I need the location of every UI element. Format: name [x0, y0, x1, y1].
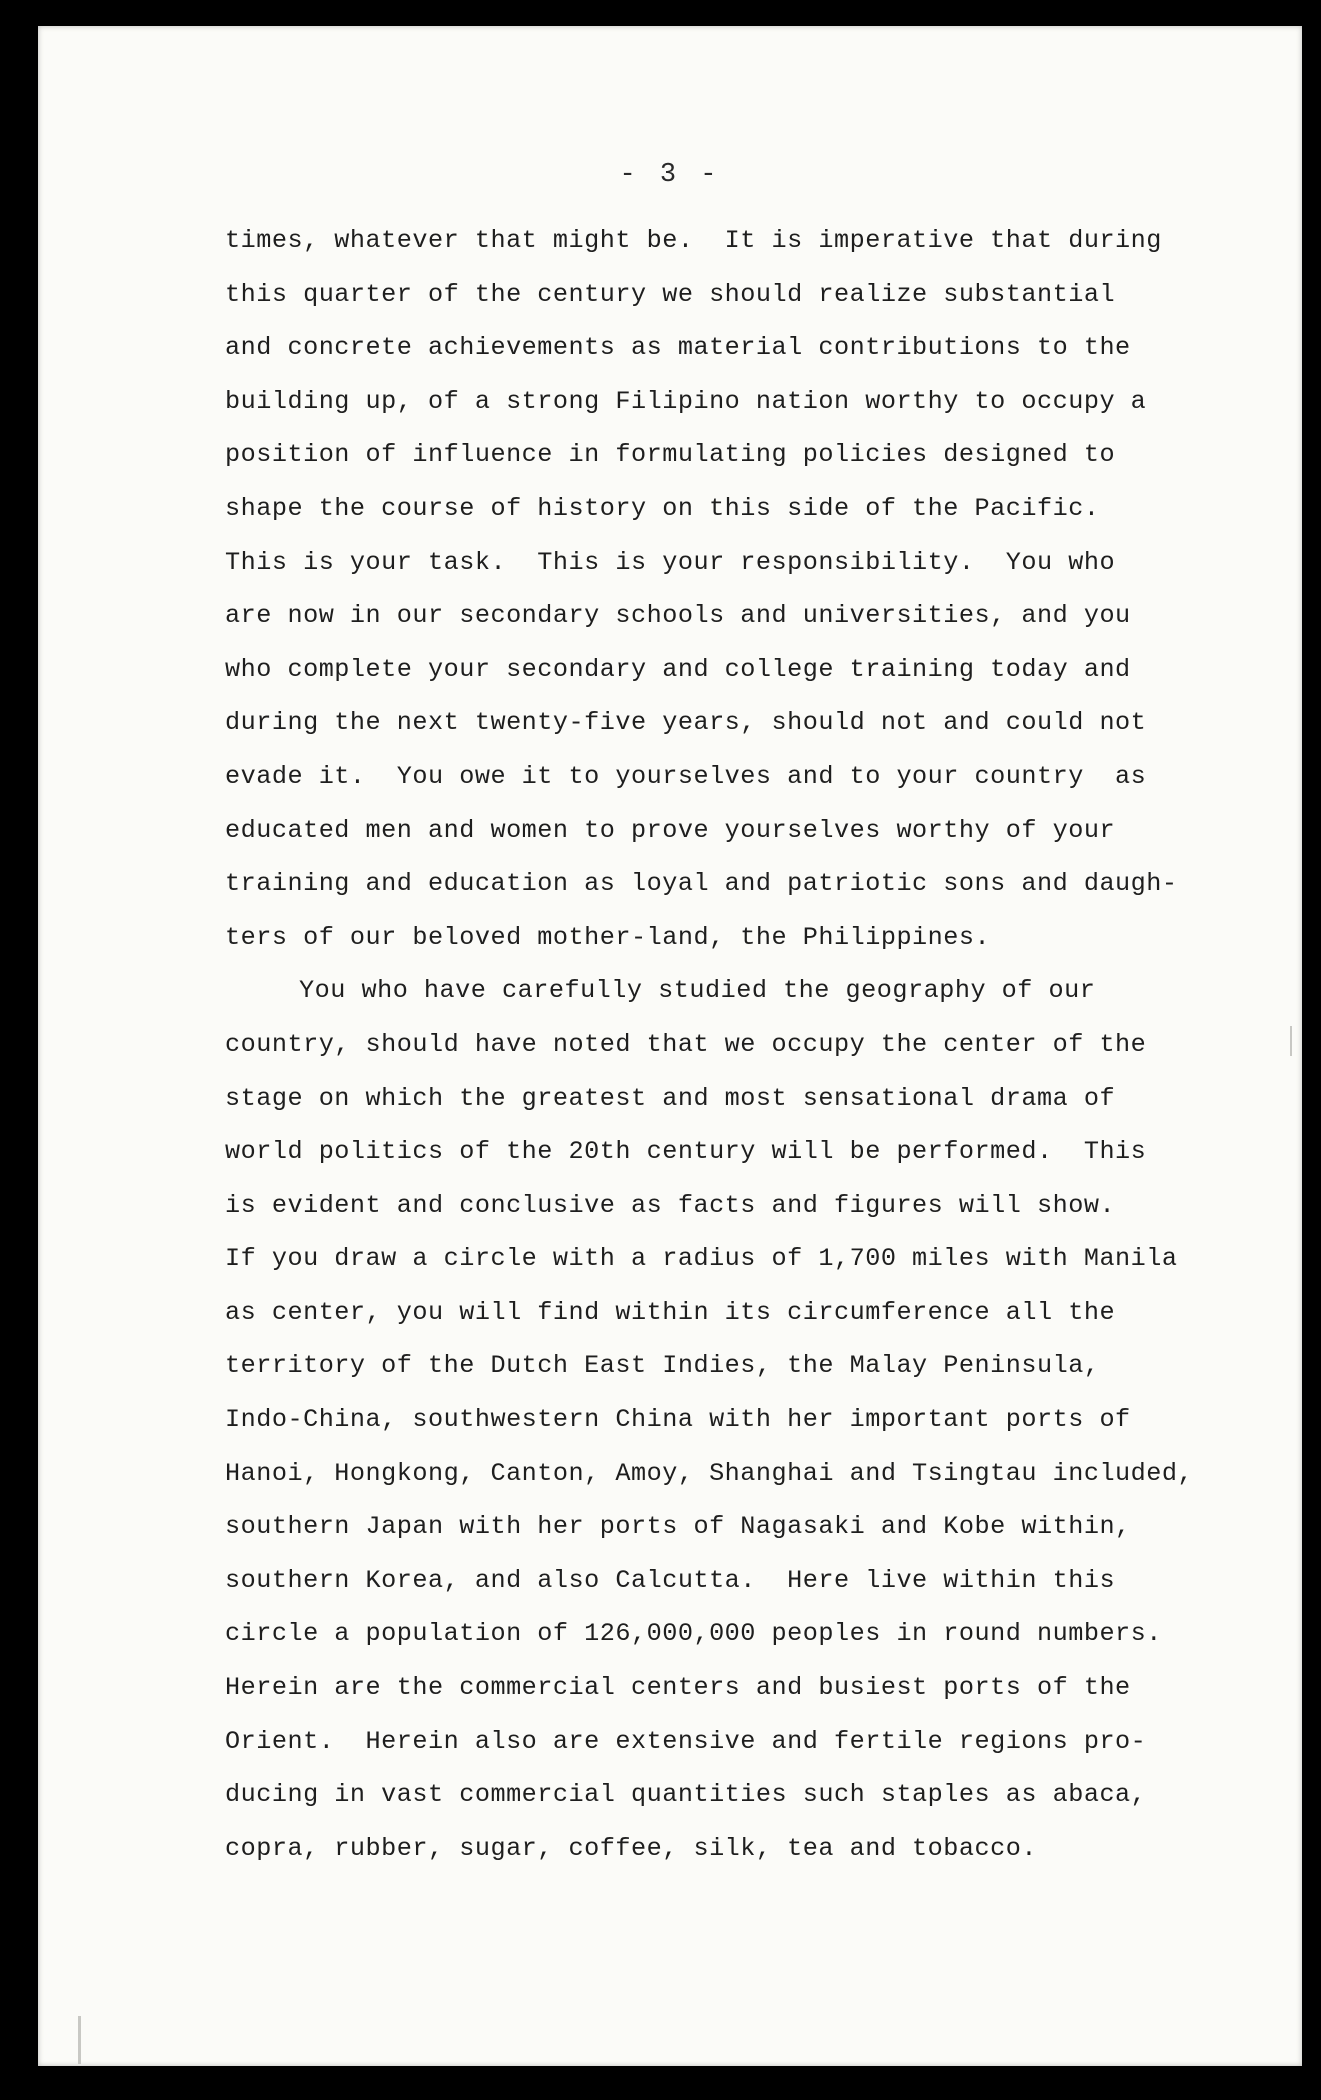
margin-mark	[1290, 1026, 1292, 1056]
paragraph-start-line: You who have carefully studied the geography of our	[299, 976, 1096, 1006]
text-line: shape the course of history on this side of the Pacific.	[225, 493, 1100, 523]
text-line: who complete your secondary and college training today and	[225, 654, 1131, 684]
page-fold-mark	[78, 2016, 81, 2064]
text-line: during the next twenty-five years, should not and could not	[225, 708, 1147, 738]
text-line: southern Japan with her ports of Nagasaki and Kobe within,	[225, 1512, 1131, 1542]
text-line: stage on which the greatest and most sensational drama of	[225, 1083, 1116, 1113]
text-line: are now in our secondary schools and universities, and you	[225, 601, 1131, 631]
text-line: times, whatever that might be. It is imperative that during	[225, 226, 1162, 255]
text-line: ters of our beloved mother-land, the Philippines.	[225, 922, 991, 952]
text-line: southern Korea, and also Calcutta. Here live within this	[225, 1565, 1116, 1595]
typewritten-page	[38, 26, 1302, 2066]
text-line: If you draw a circle with a radius of 1,700 miles with Manila	[225, 1244, 1178, 1274]
text-line: This is your task. This is your responsibility. You who	[225, 547, 1116, 577]
text-line: building up, of a strong Filipino nation worthy to occupy a	[225, 386, 1147, 416]
text-line: evade it. You owe it to yourselves and to your country as	[225, 761, 1147, 791]
text-line: is evident and conclusive as facts and figures will show.	[225, 1190, 1116, 1220]
text-line: ducing in vast commercial quantities such staples as abaca,	[225, 1780, 1147, 1810]
body-text	[225, 214, 1225, 1875]
text-line: territory of the Dutch East Indies, the Malay Peninsula,	[225, 1351, 1100, 1381]
text-line: copra, rubber, sugar, coffee, silk, tea and tobacco.	[225, 1833, 1037, 1863]
page-number: - 3 -	[619, 160, 721, 190]
text-line: Orient. Herein also are extensive and fertile regions pro-	[225, 1726, 1147, 1756]
text-line: educated men and women to prove yourselves worthy of your	[225, 815, 1116, 845]
text-line: Hanoi, Hongkong, Canton, Amoy, Shanghai and Tsingtau included,	[225, 1458, 1194, 1488]
text-line: Indo-China, southwestern China with her important ports of	[225, 1405, 1131, 1435]
text-line: world politics of the 20th century will be performed. This	[225, 1137, 1147, 1167]
text-line: as center, you will find within its circumference all the	[225, 1297, 1116, 1327]
text-line: circle a population of 126,000,000 peoples in round numbers.	[225, 1619, 1162, 1649]
text-line: this quarter of the century we should realize substantial	[225, 279, 1116, 309]
text-line: Herein are the commercial centers and busiest ports of the	[225, 1673, 1131, 1703]
text-line: country, should have noted that we occupy the center of the	[225, 1029, 1147, 1059]
text-line: position of influence in formulating policies designed to	[225, 440, 1116, 470]
text-line: training and education as loyal and patriotic sons and daugh-	[225, 869, 1178, 899]
text-line: and concrete achievements as material contributions to the	[225, 333, 1131, 363]
